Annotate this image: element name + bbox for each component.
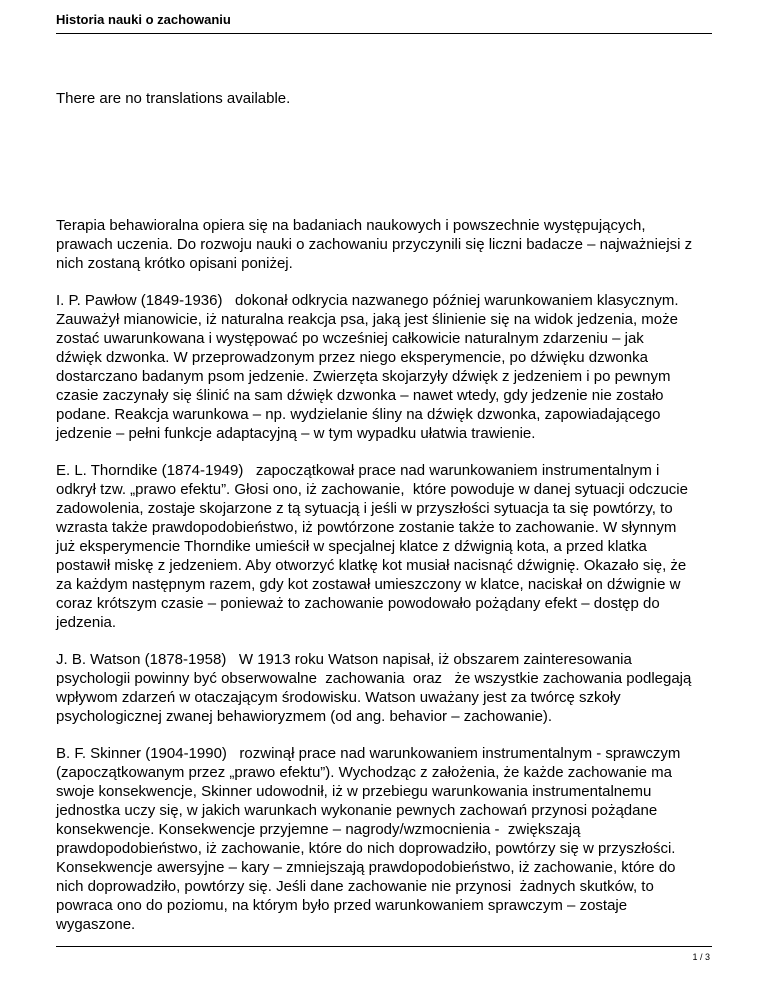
header-divider [56, 33, 712, 34]
paragraph-watson: J. B. Watson (1878-1958) W 1913 roku Watson napisał, iż obszarem zainteresowania psychologii powinny być obserwowalne zachowania oraz że wszystkie zachowania podlegają wpływom zdarzeń w otaczającym środowisku. Watson uważany jest za twórcę szkoły psychologicznej zwanej behawioryzmem (od ang. behavior – zachowanie). [56, 651, 692, 725]
document-header-title: Historia nauki o zachowaniu [56, 12, 231, 27]
paragraph-pavlov: I. P. Pawłow (1849-1936) dokonał odkrycia nazwanego później warunkowaniem klasycznym. Zauważył mianowicie, iż naturalna reakcja psa, jaką jest ślinienie się na widok jedzenia, może zostać uwarunkowana i występować po wcześniej całkowicie naturalnym zdarzeniu – jak dźwięk dzwonka. W przeprowadzonym przez niego eksperymencie, po dźwięku dzwonka dostarczano badanym psom jedzenie. Zwierzęta skojarzyły dźwięk z jedzeniem i po pewnym czasie zaczynały się ślinić na sam dźwięk dzwonka – nawet wtedy, gdy jedzenie nie zostało podane. Reakcja warunkowa – np. wydzielanie śliny na dźwięk dzwonka, zapowiadającego jedzenie – pełni funkcje adaptacyjną – w tym wypadku ułatwia trawienie. [56, 292, 679, 442]
footer-divider [56, 946, 712, 947]
paragraph-skinner: B. F. Skinner (1904-1990) rozwinął prace nad warunkowaniem instrumentalnym - sprawczym (zapoczątkowanym przez „prawo efektu”). Wychodząc z założenia, że każde zachowanie ma swoje konsekwencje, Skinner udowodnił, iż w przebiegu warunkowania instrumentalnemu jednostka uczy się, w jakich warunkach wykonanie pewnych zachowań przynosi pożądane konsekwencje. Konsekwencje przyjemne – nagrody/wzmocnienia - zwiększają prawdopodobieństwo, iż zachowanie, które do nich doprowadziło, powtórzy się w przyszłości. Konsekwencje awersyjne – kary – zmniejszają prawdopodobieństwo, iż zachowanie, które do nich doprowadziło, powtórzy się. Jeśli dane zachowanie nie przynosi żadnych skutków, to powraca ono do poziomu, na którym było przed warunkowaniem sprawczym – zostaje wygaszone. [56, 745, 681, 933]
paragraph-intro: Terapia behawioralna opiera się na badaniach naukowych i powszechnie występujących, prawach uczenia. Do rozwoju nauki o zachowaniu przyczynili się liczni badacze – najważniejsi z nich zostaną krótko opisani poniżej. [56, 217, 693, 272]
paragraph-thorndike: E. L. Thorndike (1874-1949) zapoczątkował prace nad warunkowaniem instrumentalnym i odkrył tzw. „prawo efektu”. Głosi ono, iż zachowanie, które powoduje w danej sytuacji odczucie zadowolenia, zostaje skojarzone z tą sytuacją i jeśli w przyszłości sytuacja ta się powtórzy, to wzrasta także prawdopodobieństwo, iż powtórzone zostanie także to zachowanie. W słynnym już eksperymencie Thorndike umieścił w specjalnej klatce z dźwignią kota, a przed klatka postawił miskę z jedzeniem. Aby otworzyć klatkę kot musiał nacisnąć dźwignię. Okazało się, że za każdym następnym razem, gdy kot zostawał umieszczony w klatce, naciskał on dźwignie w coraz krótszym czasie – ponieważ to zachowanie powodowało pożądany efekt – dostęp do jedzenia. [56, 462, 688, 631]
page-number: 1 / 3 [692, 952, 710, 962]
document-body [56, 216, 716, 952]
translations-notice: There are no translations available. [56, 90, 291, 107]
